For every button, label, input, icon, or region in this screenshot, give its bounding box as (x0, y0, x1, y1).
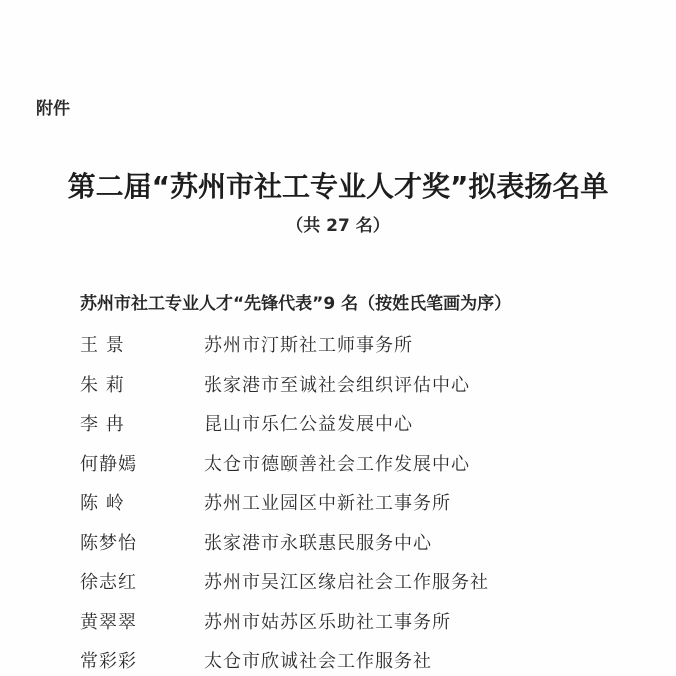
organization-name: 苏州市吴江区缘启社会工作服务社 (204, 572, 489, 593)
person-name: 陈 岭 (80, 493, 125, 514)
person-name: 何静嫣 (80, 453, 137, 475)
person-name: 陈梦怡 (80, 532, 137, 554)
organization-name: 昆山市乐仁公益发展中心 (204, 414, 413, 435)
list-item (0, 562, 676, 602)
section-heading: 苏州市社工专业人才“先锋代表”9 名（按姓氏笔画为序） (80, 294, 512, 314)
list-item (0, 325, 676, 365)
person-name: 李 冉 (80, 414, 125, 435)
attachment-label: 附件 (36, 99, 70, 119)
organization-name: 太仓市欣诚社会工作服务社 (204, 651, 432, 672)
list-item (0, 602, 676, 642)
organization-name: 苏州市汀斯社工师事务所 (204, 335, 413, 356)
organization-name: 苏州工业园区中新社工事务所 (204, 493, 451, 514)
document-title: 第二届“苏州市社工专业人才奖”拟表扬名单 (67, 170, 609, 203)
list-item (0, 523, 676, 563)
list-item (0, 365, 676, 405)
list-item (0, 483, 676, 523)
person-name: 常彩彩 (80, 651, 137, 672)
organization-name: 太仓市德颐善社会工作发展中心 (204, 453, 470, 475)
list-item (0, 641, 676, 676)
list-item (0, 404, 676, 444)
person-name: 王 景 (80, 335, 125, 356)
person-name: 黄翠翠 (80, 611, 137, 633)
count-note: （共 27 名） (286, 216, 390, 236)
list-item (0, 444, 676, 484)
person-name: 徐志红 (80, 572, 137, 593)
organization-name: 张家港市至诚社会组织评估中心 (204, 374, 470, 396)
roster-list (0, 325, 676, 676)
organization-name: 苏州市姑苏区乐助社工事务所 (204, 611, 451, 633)
person-name: 朱 莉 (80, 374, 125, 396)
organization-name: 张家港市永联惠民服务中心 (204, 532, 432, 554)
